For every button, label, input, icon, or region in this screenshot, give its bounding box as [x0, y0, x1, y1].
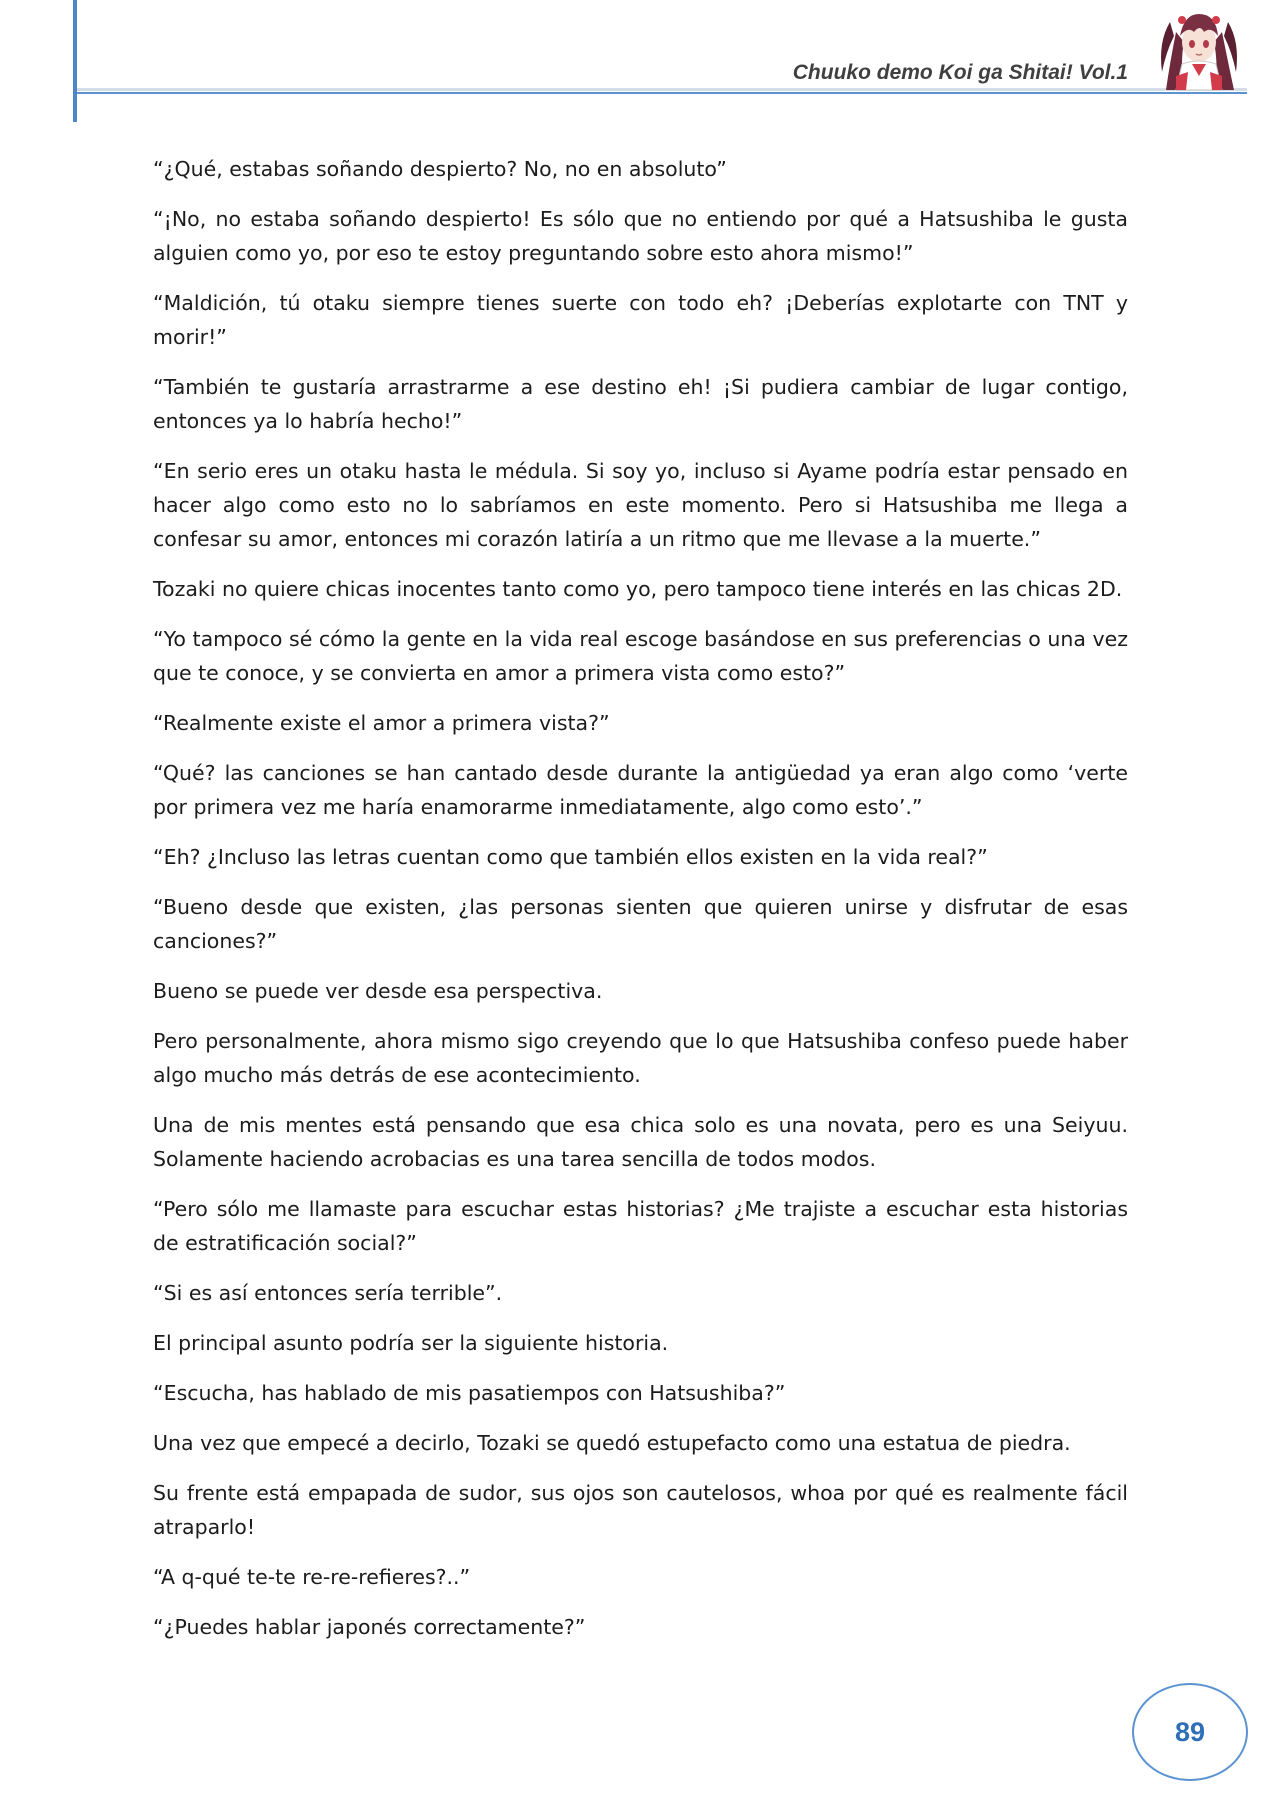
header-rule-shadow	[77, 88, 1247, 91]
anime-girl-mascot-icon	[1156, 2, 1242, 92]
paragraph: “En serio eres un otaku hasta le médula. Si soy yo, incluso si Ayame podría estar pensado en hacer algo como esto no lo sabríamos en este momento. Pero si Hatsushiba me llega a confesar su amor, entonces mi corazón latiría a un ritmo que me llevase a la muerte.”	[153, 459, 1128, 551]
paragraph: “Qué? las canciones se han cantado desde durante la antigüedad ya eran algo como ‘verte por primera vez me haría enamorarme inmediatamente, algo como esto’.”	[153, 761, 1128, 819]
paragraph: “Escucha, has hablado de mis pasatiempos con Hatsushiba?”	[153, 1381, 786, 1405]
paragraph: “Si es así entonces sería terrible”.	[153, 1281, 503, 1305]
paragraph: “También te gustaría arrastrarme a ese destino eh! ¡Si pudiera cambiar de lugar contigo, entonces ya lo habría hecho!”	[153, 375, 1128, 433]
paragraph: “Eh? ¿Incluso las letras cuentan como que también ellos existen en la vida real?”	[153, 845, 988, 869]
paragraph: El principal asunto podría ser la siguiente historia.	[153, 1331, 669, 1355]
paragraph: Una de mis mentes está pensando que esa chica solo es una novata, pero es una Seiyuu. Solamente haciendo acrobacias es una tarea sencilla de todos modos.	[153, 1113, 1128, 1171]
header-rule	[77, 92, 1247, 94]
paragraph: “Pero sólo me llamaste para escuchar estas historias? ¿Me trajiste a escuchar esta historias de estratificación social?”	[153, 1197, 1128, 1255]
paragraph: Pero personalmente, ahora mismo sigo creyendo que lo que Hatsushiba confeso puede haber algo mucho más detrás de ese acontecimiento.	[153, 1029, 1128, 1087]
running-header-title: Chuuko demo Koi ga Shitai! Vol.1	[792, 61, 1128, 84]
paragraph: Su frente está empapada de sudor, sus ojos son cautelosos, whoa por qué es realmente fácil atraparlo!	[153, 1481, 1128, 1539]
paragraph: “¡No, no estaba soñando despierto! Es sólo que no entiendo por qué a Hatsushiba le gusta alguien como yo, por eso te estoy preguntando sobre esto ahora mismo!”	[153, 207, 1128, 265]
paragraph: Una vez que empecé a decirlo, Tozaki se quedó estupefacto como una estatua de piedra.	[153, 1431, 1071, 1455]
chapter-body-text	[153, 152, 1128, 1660]
paragraph: “Yo tampoco sé cómo la gente en la vida real escoge basándose en sus preferencias o una vez que te conoce, y se convierta en amor a primera vista como esto?”	[153, 627, 1128, 685]
page-number: 89	[1174, 1716, 1206, 1747]
page-number-badge	[1132, 1683, 1248, 1781]
paragraph: “Realmente existe el amor a primera vista?”	[153, 711, 610, 735]
paragraph: “Bueno desde que existen, ¿las personas sienten que quieren unirse y disfrutar de esas canciones?”	[153, 895, 1128, 953]
paragraph: “¿Puedes hablar japonés correctamente?”	[153, 1615, 586, 1639]
paragraph: “A q-qué te-te re-re-refieres?..”	[153, 1565, 471, 1589]
paragraph: Tozaki no quiere chicas inocentes tanto como yo, pero tampoco tiene interés en las chicas 2D.	[153, 577, 1123, 601]
left-accent-rule	[73, 0, 77, 122]
paragraph: “¿Qué, estabas soñando despierto? No, no en absoluto”	[153, 157, 727, 181]
paragraph: “Maldición, tú otaku siempre tienes suerte con todo eh? ¡Deberías explotarte con TNT y morir!”	[153, 291, 1128, 349]
paragraph: Bueno se puede ver desde esa perspectiva.	[153, 979, 603, 1003]
